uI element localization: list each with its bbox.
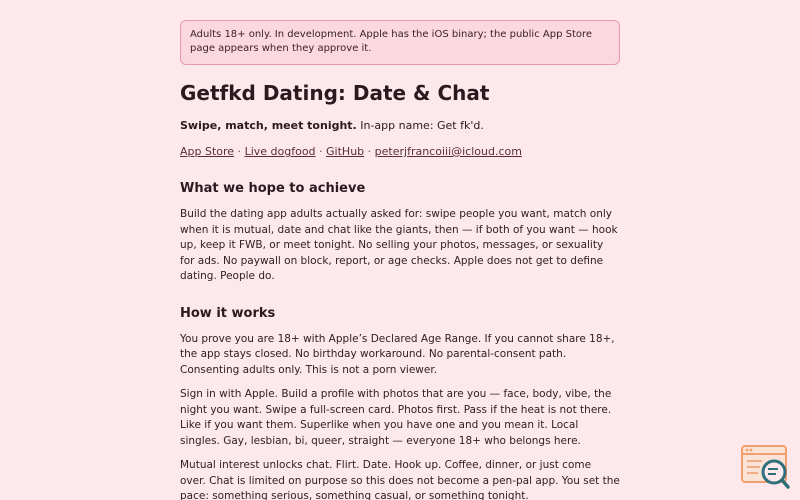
link-separator: · xyxy=(315,145,327,158)
how-paragraph-age: You prove you are 18+ with Apple’s Declared Age Range. If you cannot share 18+, the app stays closed. No birthday workaround. No parental-consent path. Consenting adults only. This is not a porn viewer. xyxy=(180,332,615,376)
main-content xyxy=(180,20,620,500)
tagline xyxy=(180,118,620,134)
section-heading-achieve: What we hope to achieve xyxy=(180,181,366,196)
link-app-store[interactable]: App Store xyxy=(180,145,235,158)
link-github[interactable]: GitHub xyxy=(326,145,365,158)
link-email[interactable]: peterjfrancoiii@icloud.com xyxy=(374,145,522,158)
age-notice-text: Adults 18+ only. In development. Apple has the iOS binary; the public App Store page appears when they approve it. xyxy=(190,29,593,54)
search-document-icon[interactable] xyxy=(740,444,790,490)
age-notice-banner xyxy=(180,20,620,65)
how-paragraph-chat: Mutual interest unlocks chat. Flirt. Date. Hook up. Coffee, dinner, or just come over. Chat is limited on purpose so this does not become a pen-pal app. You set the pace: something serious, something casual, or something tonight. xyxy=(180,459,620,500)
link-separator: · xyxy=(234,145,245,158)
tagline-bold: Swipe, match, meet tonight. xyxy=(180,119,357,132)
how-paragraph-profile: Sign in with Apple. Build a profile with photos that are you — face, body, vibe, the night you want. Swipe a full-screen card. Photos first. Pass if the heat is not there. Like if you want them. Superlike when you have one and you mean it. Local singles. Gay, lesbian, bi, queer, straight — everyone 18+ who belongs here. xyxy=(180,388,612,447)
achieve-paragraph: Build the dating app adults actually asked for: swipe people you want, match only when it is mutual, date and chat like the giants, then — if both of you want — hook up, keep it FWB, or meet tonight. No selling your photos, messages, or sexuality for ads. No paywall on block, report, or age checks. Apple does not get to define dating. People do. xyxy=(180,208,618,282)
link-separator: · xyxy=(364,145,375,158)
section-heading-how: How it works xyxy=(180,305,276,321)
link-live-dogfood[interactable]: Live dogfood xyxy=(244,145,316,158)
tagline-rest: In-app name: Get fk'd. xyxy=(356,119,484,132)
link-row xyxy=(180,144,620,160)
page-title: Getfkd Dating: Date & Chat xyxy=(180,81,490,105)
